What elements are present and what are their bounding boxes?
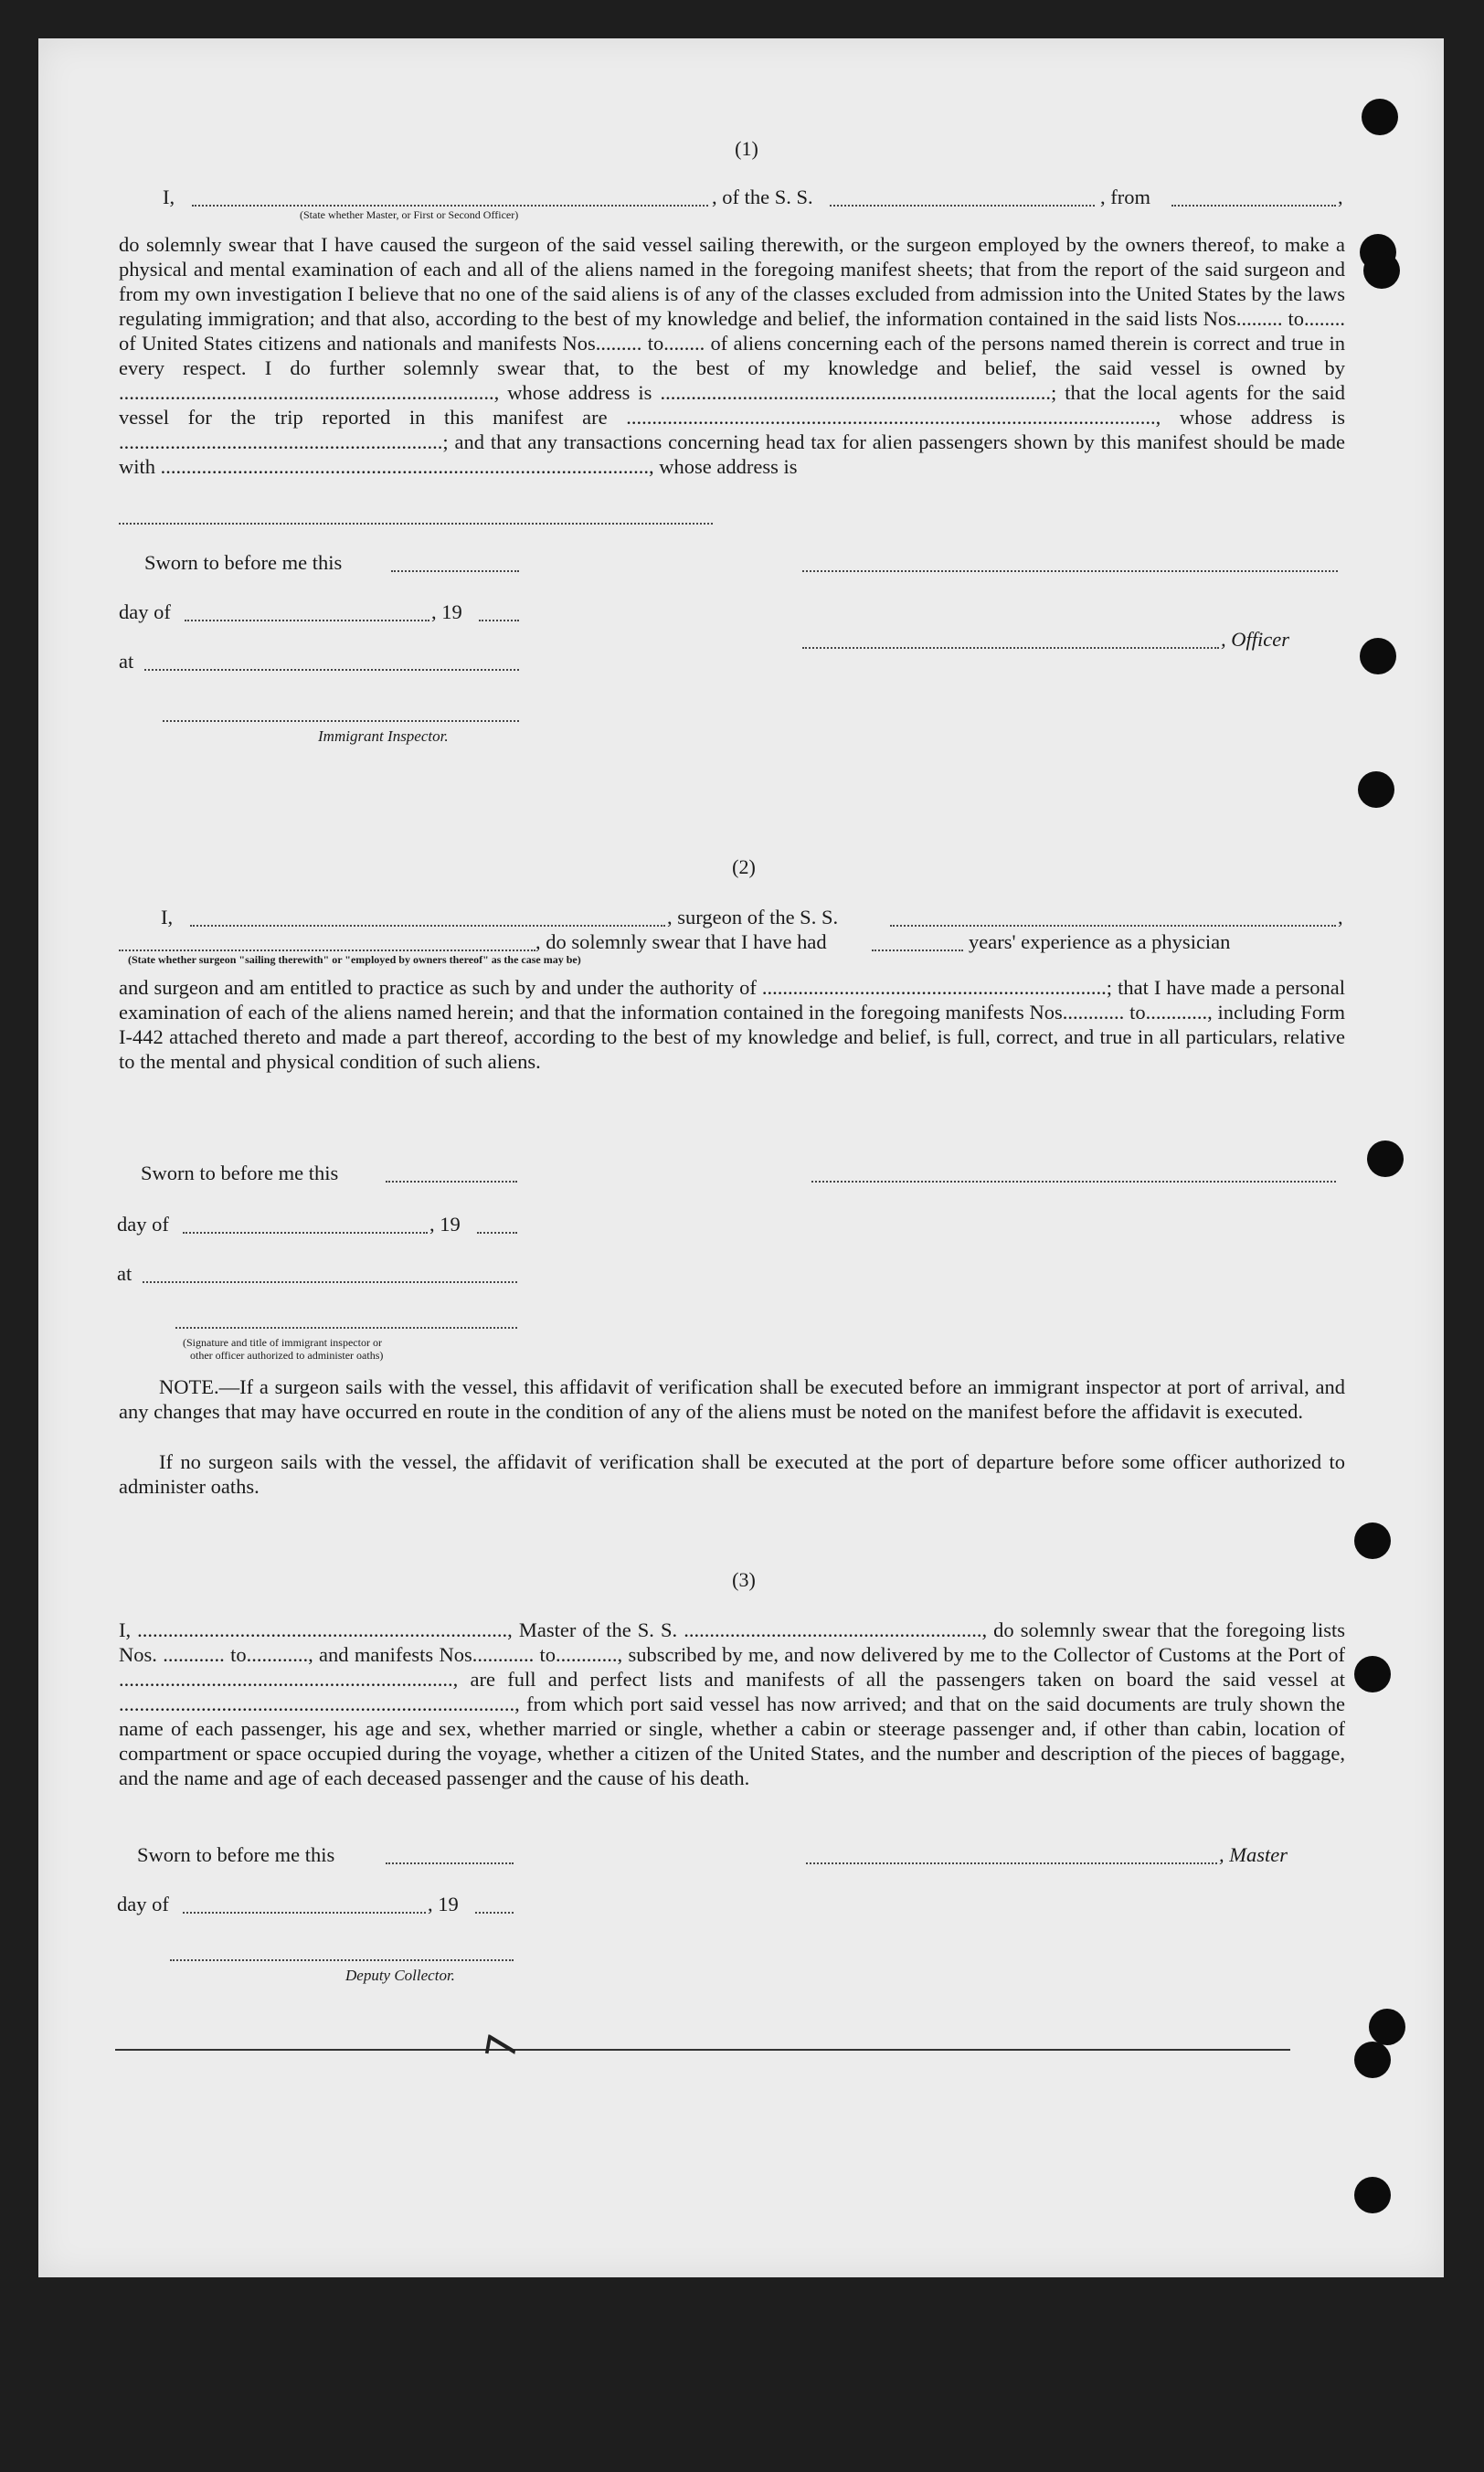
punch-hole bbox=[1367, 1141, 1404, 1177]
s2-type-blank bbox=[119, 950, 535, 951]
s2-ship-blank bbox=[890, 925, 1336, 927]
s1-officer-note: (State whether Master, or First or Second Officer) bbox=[300, 208, 519, 221]
s3-year-blank bbox=[475, 1912, 514, 1914]
s3-oath-paragraph: I, ........................................................................, Master of the S. S. .........................................................., do solemnly swear that the foregoing lists Nos. ............ to............, and manifests Nos............ to............, subscribed by me, and now delivered by me to the Collector of Customs at the Port of ................................................................., are full and perfect lists and manifests of all the passengers taken on board the said vessel at ............................................................................., from which port said vessel has now arrived; and that on the said documents are truly shown the name of each passenger, his age and sex, whether married or single, whether a cabin or steerage passenger and, if other than cabin, location of compartment or space occupied during the voyage, whether a citizen of the United States, and the number and description of the pieces of baggage, and the name and age of each deceased passenger and the cause of his death. bbox=[119, 1618, 1345, 1789]
s2-sig-note-1: (Signature and title of immigrant inspector or bbox=[183, 1336, 382, 1349]
s1-year-blank bbox=[479, 620, 519, 621]
s3-sworn: Sworn to before me this bbox=[137, 1843, 335, 1866]
s3-master: , Master bbox=[1219, 1843, 1288, 1866]
s3-year: , 19 bbox=[428, 1893, 459, 1915]
s2-day-blank bbox=[183, 1232, 428, 1234]
punch-hole bbox=[1354, 1656, 1391, 1692]
punch-hole bbox=[1360, 638, 1396, 674]
s3-collector-blank bbox=[170, 1959, 514, 1961]
s2-i: I, bbox=[161, 906, 174, 928]
s2-years-blank bbox=[872, 950, 963, 951]
s2-sig-note-2: other officer authorized to administer oaths) bbox=[190, 1349, 384, 1362]
section-3-number: (3) bbox=[732, 1568, 756, 1591]
s2-years-experience: years' experience as a physician bbox=[969, 930, 1231, 953]
bottom-rule bbox=[115, 2049, 1290, 2051]
s1-officer: , Officer bbox=[1221, 628, 1289, 651]
punch-hole bbox=[1358, 771, 1394, 808]
s2-note-2 bbox=[119, 1449, 1345, 1499]
s1-from: , from bbox=[1100, 186, 1150, 208]
s2-note-paragraph-2: If no surgeon sails with the vessel, the affidavit of verification shall be executed at the port of departure before some officer authorized to administer oaths. bbox=[119, 1450, 1345, 1498]
punch-hole bbox=[1363, 252, 1400, 289]
s1-signature-blank bbox=[802, 570, 1338, 572]
s2-oath-paragraph: and surgeon and am entitled to practice as such by and under the authority of ...................................................................; that I have made a personal examination of each of the aliens named herein; and that the information contained in the foregoing manifests Nos............ to............, including Form I-442 attached thereto and made a part thereof, according to the best of my knowledge and belief, is full, correct, and true in all particulars, relative to the mental and physical condition of such aliens. bbox=[119, 976, 1345, 1073]
s2-note-paragraph-1: NOTE.—If a surgeon sails with the vessel, this affidavit of verification shall be executed before an immigrant inspector at port of arrival, and any changes that may have occurred en route in the condition of any of the aliens must be noted on the manifest before the affidavit is executed. bbox=[119, 1375, 1345, 1423]
s2-year: , 19 bbox=[429, 1213, 461, 1236]
s2-surgeon-of-ss: , surgeon of the S. S. bbox=[667, 906, 839, 928]
s2-note-1 bbox=[119, 1374, 1345, 1424]
s1-oath-text bbox=[119, 232, 1345, 479]
s1-ship-blank bbox=[830, 205, 1095, 207]
s3-collector: Deputy Collector. bbox=[345, 1967, 455, 1984]
s2-at: at bbox=[117, 1262, 132, 1285]
s2-oath-text bbox=[119, 975, 1345, 1074]
s1-name-blank bbox=[192, 205, 708, 207]
s2-comma: , bbox=[1338, 906, 1343, 928]
s1-at: at bbox=[119, 650, 134, 673]
s1-comma: , bbox=[1338, 186, 1343, 208]
s1-day: day of bbox=[119, 600, 171, 623]
s1-i: I, bbox=[163, 186, 175, 208]
s1-sworn-blank bbox=[391, 570, 519, 572]
punch-hole bbox=[1369, 2009, 1405, 2045]
s1-inspector: Immigrant Inspector. bbox=[318, 727, 449, 745]
punch-hole bbox=[1354, 2042, 1391, 2078]
handwritten-mark: 7 bbox=[477, 2030, 528, 2064]
s1-year: , 19 bbox=[431, 600, 462, 623]
punch-hole bbox=[1362, 99, 1398, 135]
s1-of-ss: , of the S. S. bbox=[712, 186, 813, 208]
s2-inspector-blank bbox=[175, 1327, 517, 1329]
s2-day: day of bbox=[117, 1213, 169, 1236]
punch-hole bbox=[1354, 2177, 1391, 2213]
s1-from-blank bbox=[1171, 205, 1336, 207]
s2-year-blank bbox=[477, 1232, 517, 1234]
section-1-number: (1) bbox=[735, 137, 758, 160]
s2-at-blank bbox=[143, 1281, 517, 1283]
s1-oath-paragraph: do solemnly swear that I have caused the surgeon of the said vessel sailing therewith, or the surgeon employed by the owners thereof, to make a physical and mental examination of each and all of the aliens named in the foregoing manifest sheets; that from the report of the said surgeon and from my own investigation I believe that no one of the said aliens is of any of the classes excluded from admission into the United States by the laws regulating immigration; and that also, according to the best of my knowledge and belief, the information contained in the said lists Nos......... to........ of United States citizens and nationals and manifests Nos......... to........ of aliens concerning each of the persons named therein is correct and true in every respect. I do further solemnly swear that, to the best of my knowledge and belief, the said vessel is owned by ........................................................................., whose address is ............................................................................; that the local agents for the said vessel for the trip reported in this manifest are ......................................................................................................., whose address is ...............................................................; and that any transactions concerning head tax for alien passengers shown by this manifest should be made with ..............................................................................................., whose address is bbox=[119, 233, 1345, 478]
section-2-number: (2) bbox=[732, 855, 756, 878]
s2-sworn-blank bbox=[386, 1181, 517, 1183]
s3-sworn-blank bbox=[386, 1862, 514, 1864]
s2-signature-blank bbox=[811, 1181, 1336, 1183]
s2-name-blank bbox=[190, 925, 665, 927]
s3-oath-text bbox=[119, 1618, 1345, 1790]
form-sheet bbox=[38, 38, 1444, 2277]
s3-day-blank bbox=[183, 1912, 426, 1914]
s1-inspector-blank bbox=[163, 720, 519, 722]
s1-day-blank bbox=[185, 620, 429, 621]
s3-master-blank bbox=[806, 1862, 1217, 1864]
s3-day: day of bbox=[117, 1893, 169, 1915]
s1-at-blank bbox=[144, 669, 519, 671]
punch-hole bbox=[1354, 1522, 1391, 1559]
s2-sworn: Sworn to before me this bbox=[141, 1162, 339, 1184]
s2-surgeon-note: (State whether surgeon "sailing therewith" or "employed by owners thereof" as the case may be) bbox=[128, 953, 581, 966]
s2-swear: , do solemnly swear that I have had bbox=[535, 930, 827, 953]
s1-officer-blank bbox=[802, 647, 1219, 649]
s1-sworn: Sworn to before me this bbox=[144, 551, 343, 574]
s1-address-blank bbox=[119, 523, 713, 525]
